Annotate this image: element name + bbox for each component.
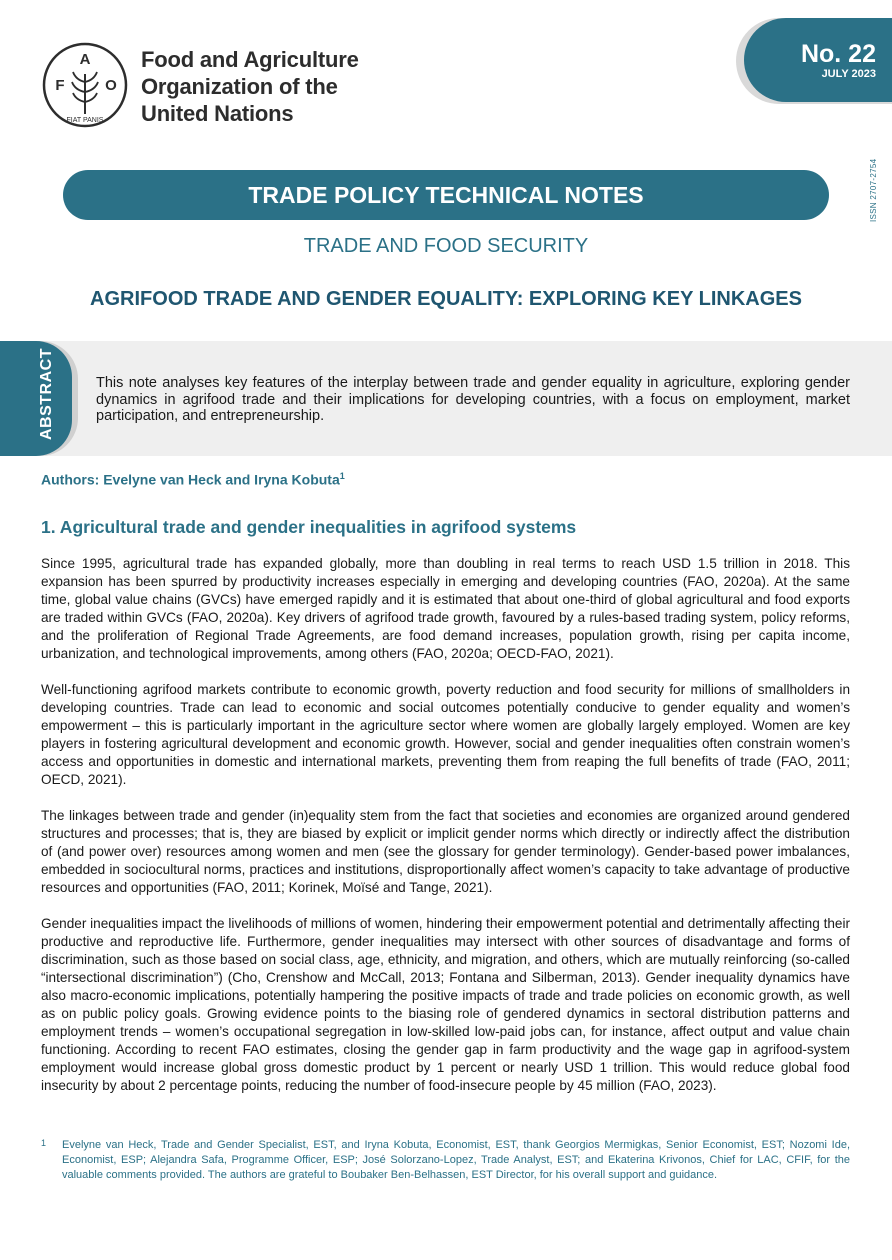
abstract-tab [0,341,72,456]
issue-date: JULY 2023 [821,68,876,80]
issn: ISSN 2707-2754 [869,158,878,222]
org-name-line-2: Organization of the [141,74,338,99]
series-title-banner: TRADE POLICY TECHNICAL NOTES [63,170,829,220]
subseries-title: TRADE AND FOOD SECURITY [303,235,589,257]
section-heading: 1. Agricultural trade and gender inequalities in agrifood systems [41,517,577,537]
paragraph-4: Gender inequalities impact the livelihoods of millions of women, hindering their empowerment potential and detrimentally affecting their productive and reproductive life. Furthermore, gender inequalities may intersect with other sources of disadvantage and forms of discrimination, such as those based on social class, age, ethnicity, and migration, and others, which are mutually reinforcing (so-called “intersectional discrimination”) (Cho, Crenshow and McCall, 2013; Fontana and Silberman, 2013). Gender inequality dynamics have also macro-economic implications, potentially hampering the positive impacts of trade and trade policies on economic growth, as well as on public policy goals. Growing evidence points to the biasing role of gendered dynamics in sectoral distribution patterns and employment trends – women’s occupational segregation in low-skilled low-paid jobs can, for instance, affect output and value chain functioning. According to recent FAO estimates, closing the gender gap in farm productivity and the wage gap in agrifood-system employment would increase global gross domestic product by 1 percent or nearly USD 1 trillion. This would reduce global food insecurity by about 2 percentage points, reducing the number of food-insecure people by 45 million (FAO, 2023). [41,916,851,1093]
paragraph-3: The linkages between trade and gender (in)equality stem from the fact that societies and economies are organized around gendered structures and processes; that is, they are biased by explicit or implicit gender norms which directly or indirectly affect the distribution of (and power over) resources among women and men (see the glossary for gender terminology). Gender-based power imbalances, embedded in sociocultural norms, practices and institutions, disproportionally affect women’s capacity to take advantage of productive resources and opportunities (FAO, 2011; Korinek, Moïsé and Tange, 2021). [41,808,850,895]
abstract-text: This note analyses key features of the interplay between trade and gender equality in agriculture, exploring gender dynamics in agrifood trade and their implications for developing countries, with a focus on employment, market participation, and entrepreneurship. [96,375,850,424]
org-name-line-1: Food and Agriculture [141,47,359,72]
logo-letter-a: A [79,51,91,68]
paragraph-2: Well-functioning agrifood markets contribute to economic growth, poverty reduction and food security for millions of smallholders in developing countries. Trade can lead to economic and social outcomes potentially conducive to gender equality and women’s empowerment – this is particularly important in the agriculture sector where women are globally largely employed. Women are key players in fostering agricultural development and economic growth. However, social and gender inequalities often constrain women’s access and opportunities in domestic and international markets, preventing them from reaping the full benefits of trade (FAO, 2011; OECD, 2021). [41,682,850,787]
organization-name [141,46,401,127]
authors-names: Evelyne van Heck and Iryna Kobuta [103,471,340,488]
issue-number: No. 22 [800,40,876,68]
footnote-text: Evelyne van Heck, Trade and Gender Specialist, EST, and Iryna Kobuta, Economist, EST, thank Georgios Mermigkas, Senior Economist, EST; Nozomi Ide, Economist, ESP; Alejandra Safa, Programme Officer, ESP; José Solorzano-Lopez, Trade Analyst, EST; and Ekaterina Krivonos, Chief for LAC, CFIF, for the valuable comments provided. The authors are grateful to Boubaker Ben-Belhassen, EST Director, for his overall support and guidance. [62,1139,850,1181]
logo-letter-f: F [55,77,65,94]
fao-logo [42,42,128,128]
footnote-mark: 1 [41,1138,47,1148]
authors-footnote-ref[interactable]: 1 [339,471,345,481]
paragraph-1: Since 1995, agricultural trade has expanded globally, more than doubling in real terms to reach USD 1.5 trillion in 2018. This expansion has been spurred by productivity increases especially in emerging and developing countries (FAO, 2020a). At the same time, global value chains (GVCs) have emerged rapidly and it is estimated that about one-third of global agricultural and food exports are traded within GVCs (FAO, 2020a). Key drivers of agrifood trade growth, favoured by a rules-based trading system, policy reforms, and the proliferation of Regional Trade Agreements, are food demand increases, population growth, rising per capita income, urbanization, and technological improvements, among others (FAO, 2020a; OECD-FAO, 2021). [41,556,850,661]
authors-line [41,468,345,489]
abstract-label: ABSTRACT [38,348,55,440]
logo-motto: FIAT PANIS [66,117,104,124]
logo-letter-o: O [105,77,117,94]
org-name-line-3: United Nations [141,101,294,126]
authors-label: Authors: [41,471,100,488]
document-title: AGRIFOOD TRADE AND GENDER EQUALITY: EXPLORING KEY LINKAGES [90,288,802,310]
